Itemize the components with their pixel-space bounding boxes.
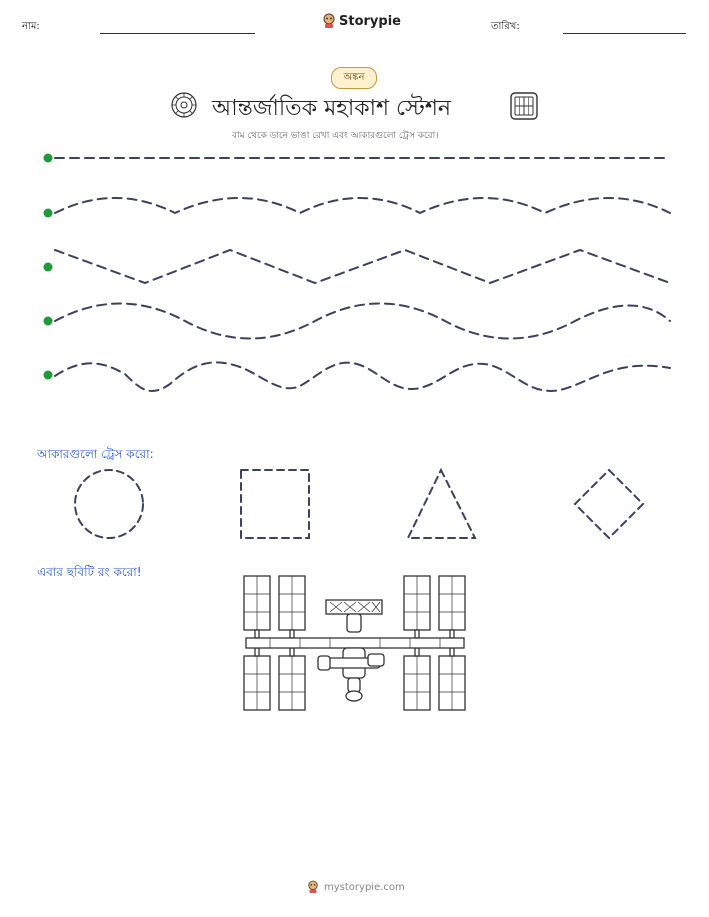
- footer: [307, 880, 405, 894]
- start-dot: [44, 317, 53, 326]
- trace-line-zigzag[interactable]: [55, 250, 670, 283]
- page-title: আন্তর্জাতিক মহাকাশ স্টেশন: [212, 96, 452, 121]
- trace-line-wave-3[interactable]: [55, 362, 670, 391]
- storypie-logo-icon: [307, 880, 319, 894]
- tracing-shapes: [0, 460, 709, 550]
- name-label: নাম:: [22, 21, 40, 32]
- start-dot: [44, 209, 53, 218]
- color-section-label: এবার ছবিটি রং করো!: [37, 565, 142, 579]
- trace-square[interactable]: [241, 470, 309, 538]
- shapes-section-label: আকারগুলো ট্রেস করো:: [37, 447, 154, 461]
- start-dot: [44, 371, 53, 380]
- trace-triangle[interactable]: [408, 470, 475, 538]
- instructions-text: বাম থেকে ডানে ভাঙা রেখা এবং আকারগুলো ট্রেস করো।: [232, 131, 439, 141]
- trace-diamond[interactable]: [575, 470, 643, 538]
- start-dot: [44, 154, 53, 163]
- trace-line-wave-2[interactable]: [55, 304, 670, 339]
- footer-url[interactable]: mystorypie.com: [324, 881, 405, 893]
- tracing-lines: [0, 0, 709, 400]
- date-label: তারিখ:: [491, 21, 520, 32]
- start-dot: [44, 263, 53, 272]
- trace-line-wave[interactable]: [55, 198, 670, 213]
- space-station-illustration[interactable]: [240, 574, 470, 714]
- category-badge: অঙ্কন: [331, 67, 377, 89]
- brand-name: Storypie: [339, 13, 401, 29]
- trace-circle[interactable]: [75, 470, 143, 538]
